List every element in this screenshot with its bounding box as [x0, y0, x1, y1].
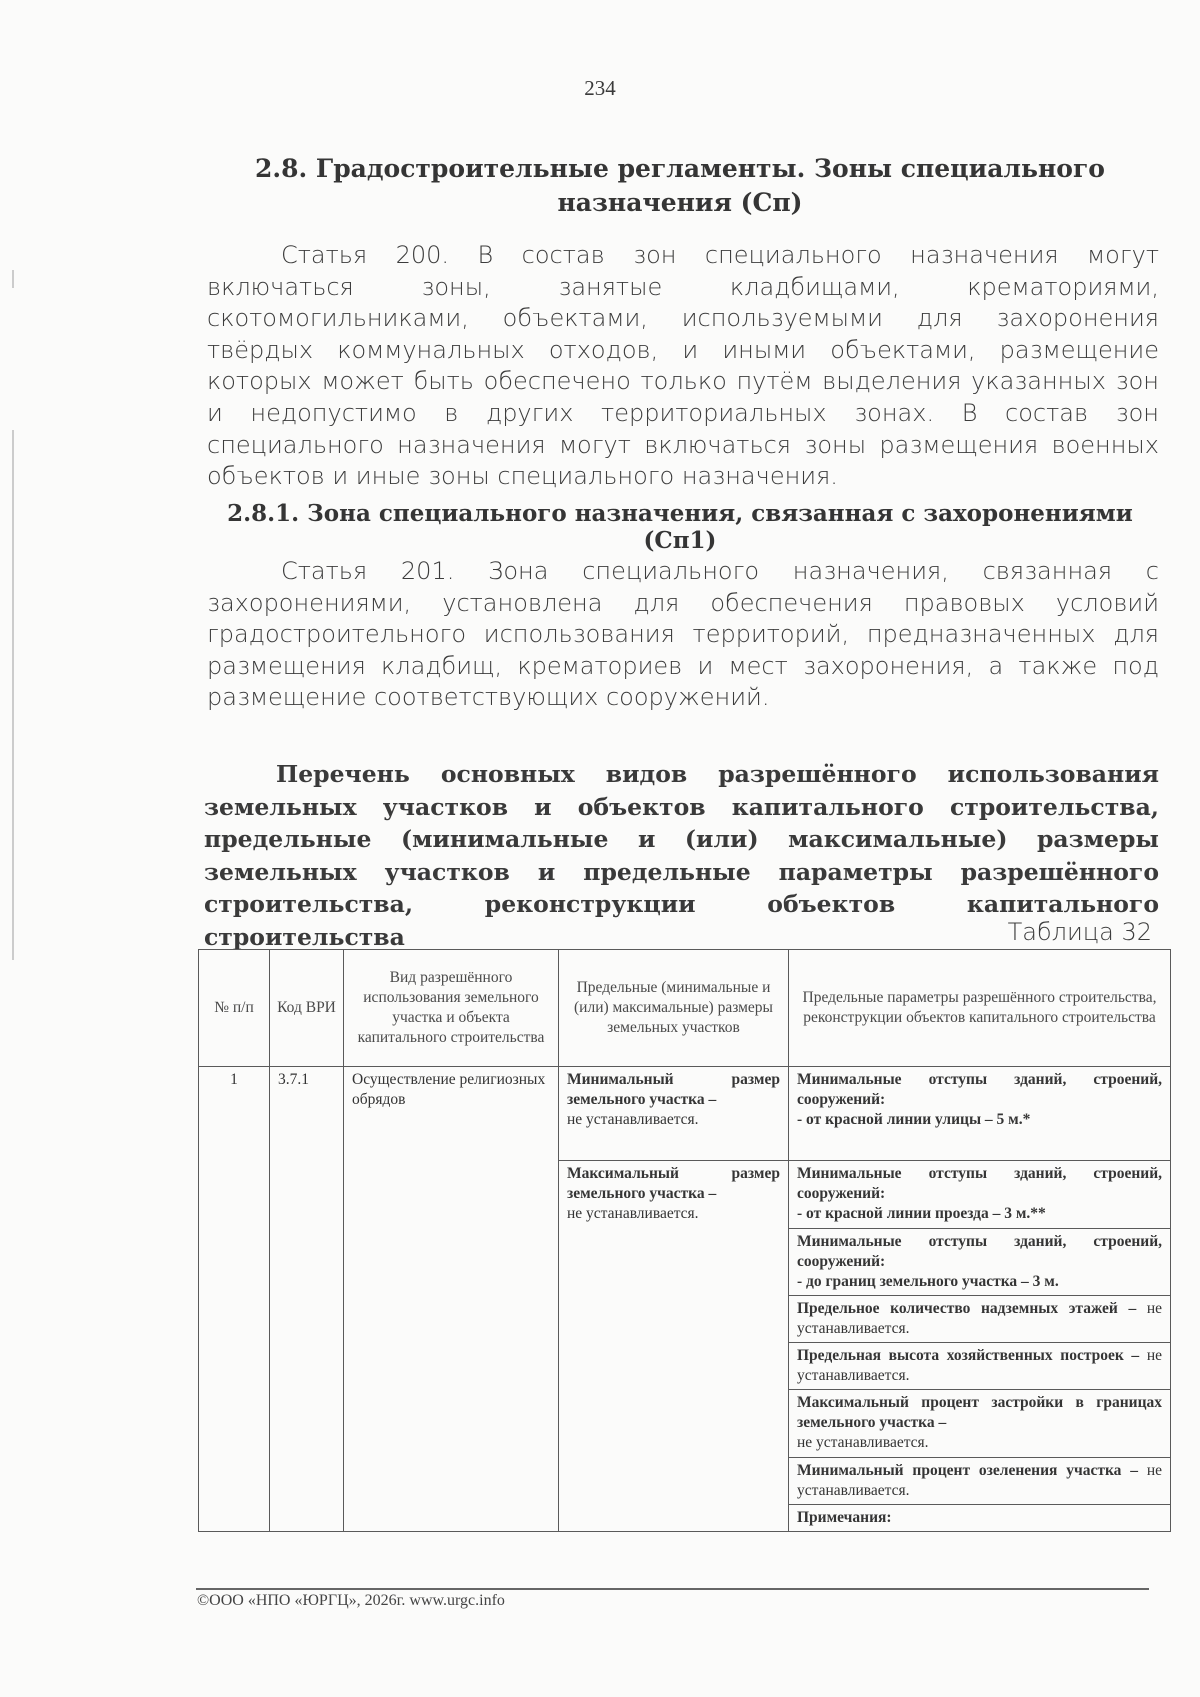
footer-copyright: ©ООО «НПО «ЮРГЦ», 2026г. www.urgc.info	[197, 1592, 505, 1609]
size-max-label: Максимальный размер земельного участка –	[567, 1165, 780, 1202]
footer-rule	[196, 1588, 1149, 1590]
table-header-row	[199, 950, 1171, 1067]
header-kind: Вид разрешённого использования земельного участка и объекта капитального строительства	[344, 950, 559, 1067]
list-title-text: Перечень основных видов разрешённого использования земельных участков и объектов капитального строительства, предельные (минимальные и (или) максимальные) размеры земельных участков и предельные параметры разрешённого строительства, реконструкции объектов капитального строительства	[204, 760, 1159, 951]
header-params: Предельные параметры разрешённого строительства, реконструкции объектов капитального строительства	[789, 950, 1171, 1067]
param-1-value: - от красной линии улицы – 5 м.*	[797, 1111, 1031, 1128]
param-4-label: Предельное количество надземных этажей –	[797, 1300, 1137, 1317]
header-size: Предельные (минимальные и (или) максимальные) размеры земельных участков	[559, 950, 789, 1067]
param-7-value: не устанавливается.	[797, 1462, 1162, 1499]
table-row	[199, 1067, 1171, 1161]
scan-margin-mark	[12, 430, 14, 960]
param-5-label: Предельная высота хозяйственных построек –	[797, 1347, 1140, 1364]
param-2-value: - от красной линии проезда – 3 м.**	[797, 1205, 1046, 1222]
article-201-paragraph	[207, 556, 1159, 714]
header-code: Код ВРИ	[270, 950, 344, 1067]
cell-param-2	[789, 1161, 1171, 1229]
param-1-label: Минимальные отступы зданий, строений, сооружений:	[797, 1071, 1162, 1108]
table-label: Таблица 32	[1007, 918, 1152, 946]
article-200-text: Статья 200. В состав зон специального назначения могут включаться зоны, занятые кладбищами, крематориями, скотомогильниками, объектами, используемыми для захоронения твёрдых коммунальных отходов, и иными объектами, размещение которых может быть обеспечено только путём выделения указанных зон и недопустимо в других территориальных зонах. В состав зон специального назначения могут включаться зоны размещения военных объектов и иные зоны специального назначения.	[207, 241, 1159, 491]
section-heading: 2.8. Градостроительные регламенты. Зоны специального назначения (Сп)	[255, 154, 1105, 217]
param-6-value: не устанавливается.	[797, 1434, 929, 1451]
cell-param-7	[789, 1458, 1171, 1505]
header-num: № п/п	[199, 950, 270, 1067]
regulations-table	[198, 949, 1171, 1532]
cell-size-min	[559, 1067, 789, 1161]
cell-param-5	[789, 1343, 1171, 1390]
cell-param-1	[789, 1067, 1171, 1161]
subsection-heading: 2.8.1. Зона специального назначения, связанная с захоронениями (Сп1)	[227, 500, 1133, 554]
param-5-value: не устанавливается.	[797, 1347, 1162, 1384]
cell-param-3	[789, 1229, 1171, 1296]
article-201-text: Статья 201. Зона специального назначения, связанная с захоронениями, установлена для обеспечения правовых условий градостроительного использования территорий, предназначенных для размещения кладбищ, крематориев и мест захоронения, а также под размещение соответствующих сооружений.	[207, 557, 1159, 712]
param-4-value: не устанавливается.	[797, 1300, 1163, 1337]
param-7-label: Минимальный процент озеленения участка –	[797, 1462, 1138, 1479]
cell-param-6	[789, 1390, 1171, 1458]
page-number: 234	[584, 76, 616, 100]
param-3-label: Минимальные отступы зданий, строений, сооружений:	[797, 1233, 1162, 1270]
cell-kind: Осуществление религиозных обрядов	[344, 1067, 559, 1532]
cell-notes: Примечания:	[789, 1505, 1171, 1532]
cell-num: 1	[199, 1067, 270, 1532]
size-min-label: Минимальный размер земельного участка –	[567, 1071, 780, 1108]
size-max-value: не устанавливается.	[567, 1205, 699, 1222]
size-min-value: не устанавливается.	[567, 1111, 699, 1128]
cell-code: 3.7.1	[270, 1067, 344, 1532]
cell-size-max	[559, 1161, 789, 1532]
scan-margin-mark	[12, 270, 14, 288]
article-200-paragraph	[207, 240, 1159, 493]
param-6-label: Максимальный процент застройки в границах земельного участка –	[797, 1394, 1162, 1431]
cell-param-4	[789, 1296, 1171, 1343]
param-3-value: - до границ земельного участка – 3 м.	[797, 1273, 1059, 1290]
param-2-label: Минимальные отступы зданий, строений, сооружений:	[797, 1165, 1162, 1202]
